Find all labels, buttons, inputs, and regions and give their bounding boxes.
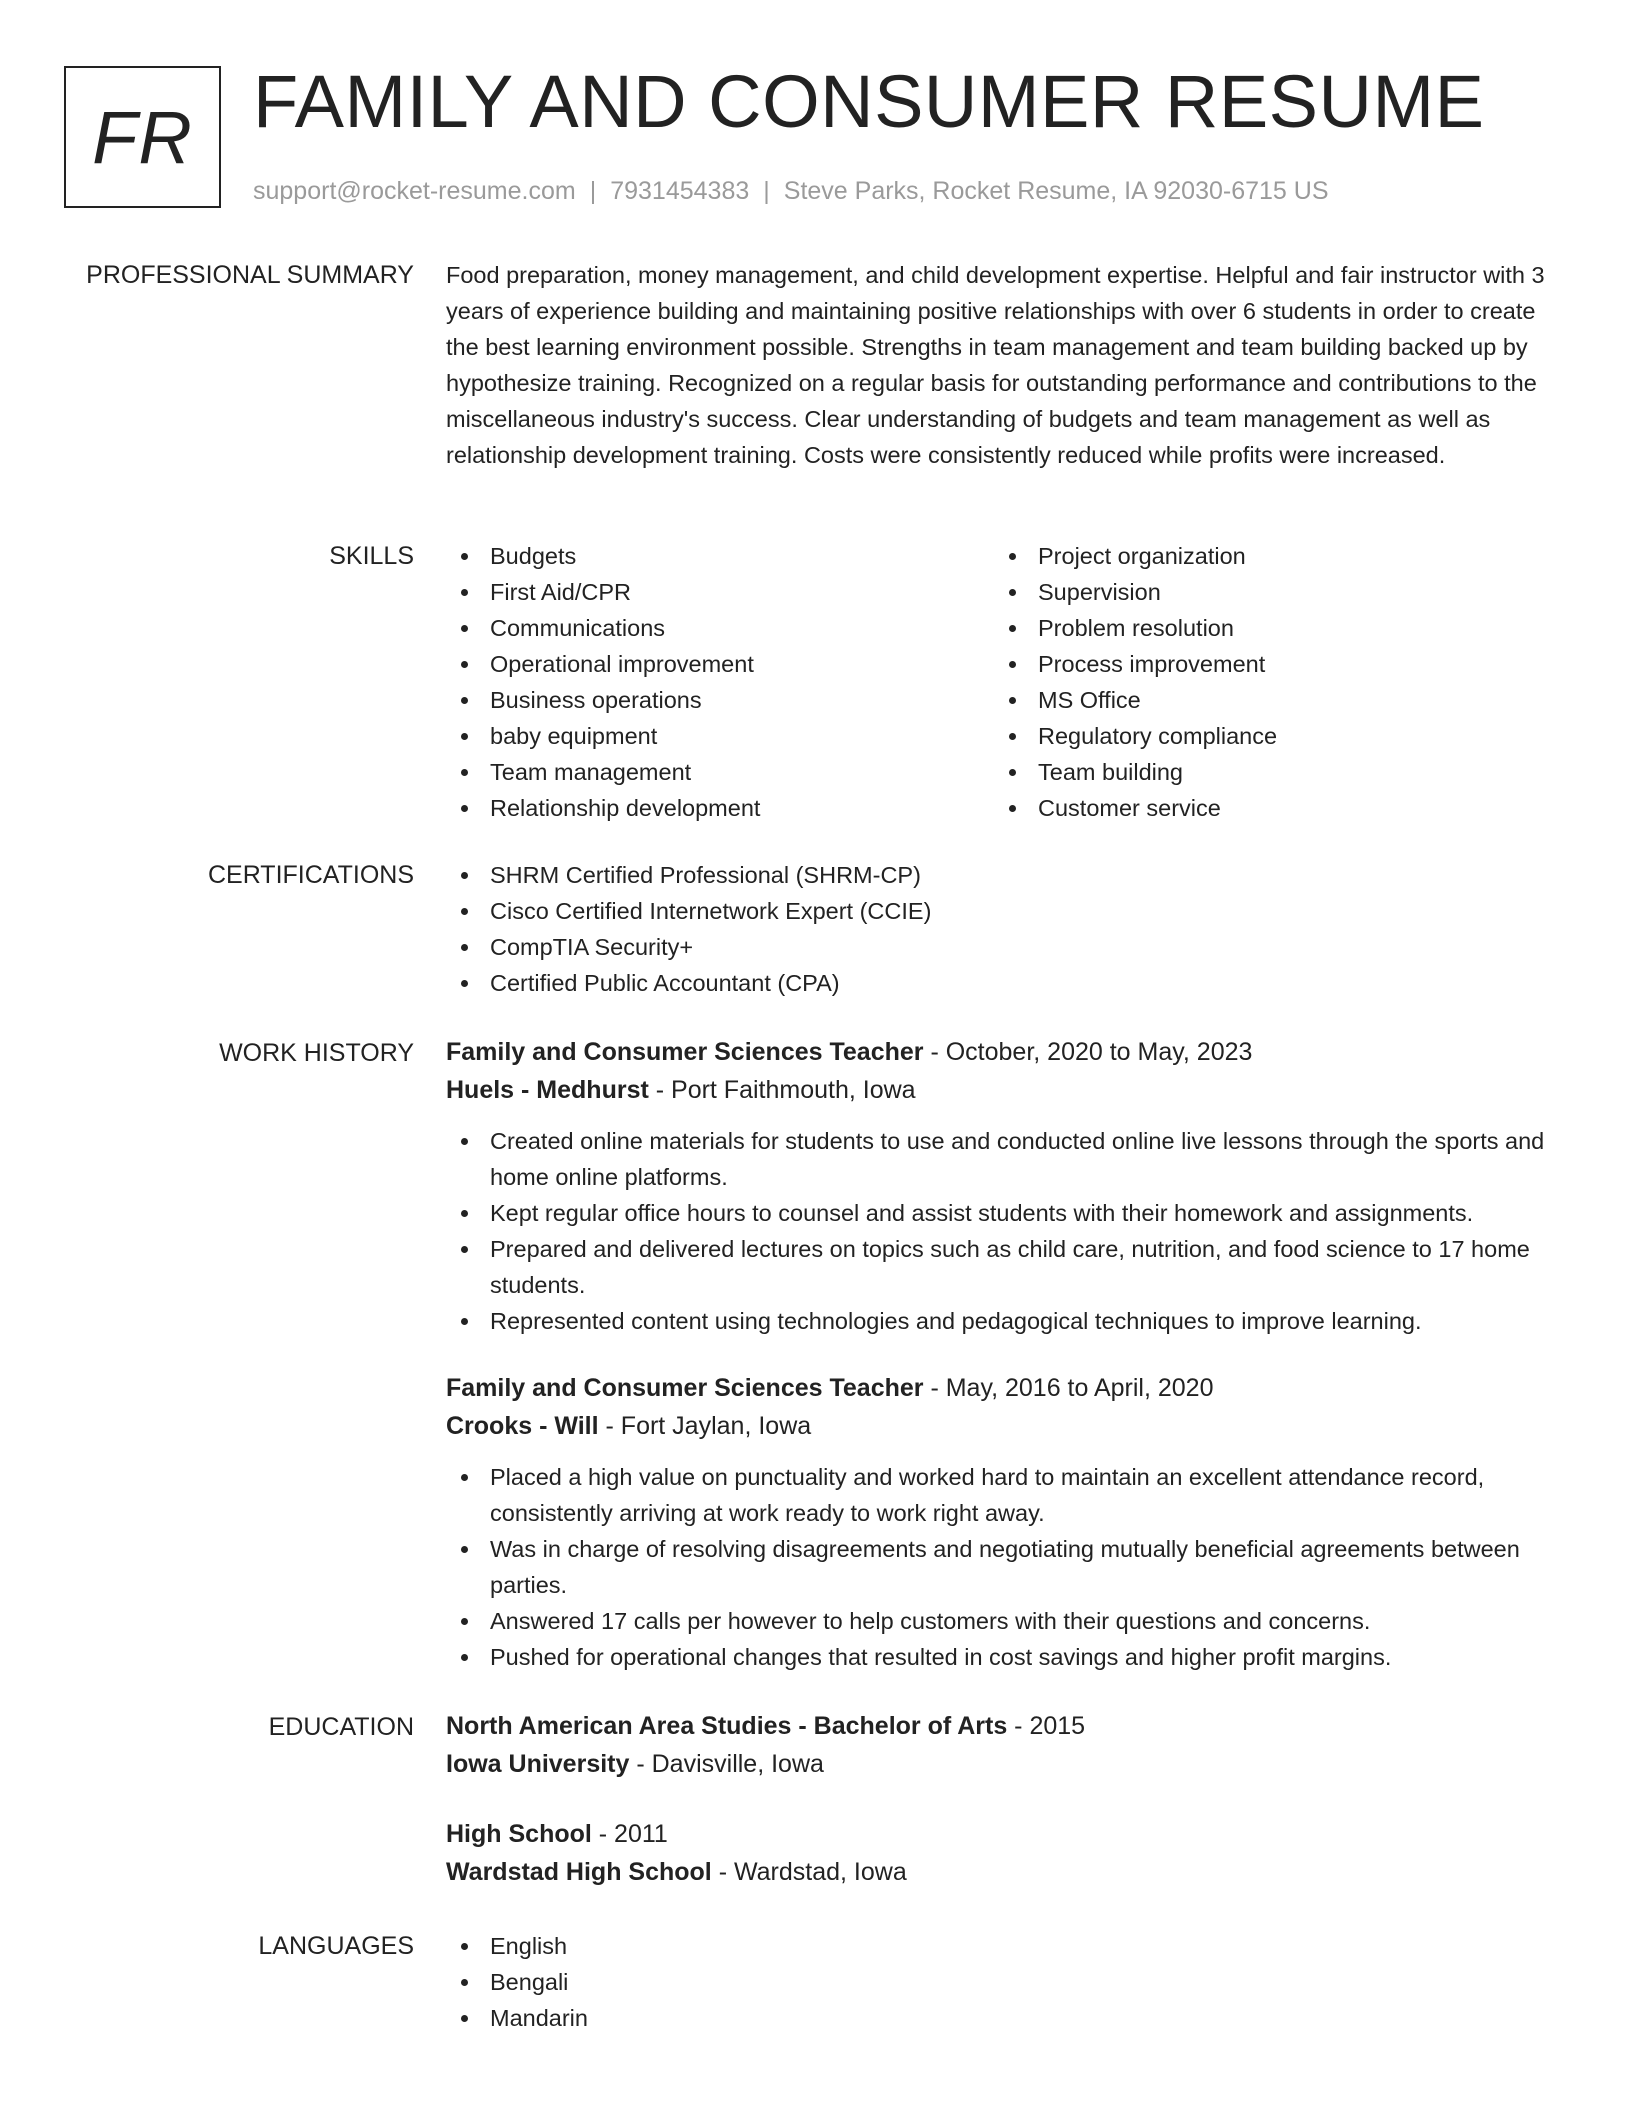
job-dates: - October, 2020 to May, 2023 <box>923 1038 1253 1066</box>
job-title: Family and Consumer Sciences Teacher <box>446 1374 924 1402</box>
skills-section <box>446 538 1568 826</box>
job-location: - Fort Jaylan, Iowa <box>598 1412 812 1440</box>
education-school-line <box>446 1853 1568 1891</box>
contact-phone[interactable]: 7931454383 <box>610 177 750 205</box>
skill-item: Regulatory compliance <box>994 718 1542 754</box>
job-location: - Port Faithmouth, Iowa <box>648 1076 916 1104</box>
skill-item: Project organization <box>994 538 1542 574</box>
monogram-logo: FR <box>64 66 221 208</box>
summary-text: Food preparation, money management, and child development expertise. Helpful and fair instructor with 3 years of experience building and maintaining positive relationships with over 6 students in order to create the best learning environment possible. Strengths in team management and team building backed up by hypothesize training. Recognized on a regular basis for outstanding performance and contributions to the miscellaneous industry's success. Clear understanding of budgets and team management as well as relationship development training. Costs were consistently reduced while profits were increased. <box>446 262 1545 468</box>
education-school-line <box>446 1745 1568 1783</box>
job-duty: Represented content using technologies and pedagogical techniques to improve learning. <box>446 1303 1568 1339</box>
skill-item: Business operations <box>446 682 994 718</box>
job-duties-list <box>446 1459 1568 1675</box>
job-employer <box>446 1071 1568 1109</box>
certifications-list <box>446 857 1568 1001</box>
skill-item: Relationship development <box>446 790 994 826</box>
certification-item: SHRM Certified Professional (SHRM-CP) <box>446 857 1568 893</box>
job-duties-list <box>446 1123 1568 1339</box>
skill-item: Supervision <box>994 574 1542 610</box>
education-school: Wardstad High School <box>446 1858 712 1886</box>
education-location: - Wardstad, Iowa <box>711 1858 907 1886</box>
education-school: Iowa University <box>446 1750 630 1778</box>
certification-item: CompTIA Security+ <box>446 929 1568 965</box>
contact-separator: | <box>763 177 770 205</box>
job-header <box>446 1033 1568 1071</box>
skills-heading: SKILLS <box>329 542 414 570</box>
contact-line <box>253 175 1329 207</box>
education-header <box>446 1707 1568 1745</box>
skill-item: Team management <box>446 754 994 790</box>
education-heading: EDUCATION <box>268 1713 414 1741</box>
summary-heading: PROFESSIONAL SUMMARY <box>86 261 414 289</box>
education-location: - Davisville, Iowa <box>629 1750 824 1778</box>
skills-list-right <box>994 538 1542 826</box>
contact-email[interactable]: support@rocket-resume.com <box>253 177 576 205</box>
job-duty: Placed a high value on punctuality and worked hard to maintain an excellent attendance record, consistently arriving at work ready to work right away. <box>446 1459 1568 1531</box>
skill-item: baby equipment <box>446 718 994 754</box>
job-duty: Kept regular office hours to counsel and assist students with their homework and assignments. <box>446 1195 1568 1231</box>
job-entry <box>446 1033 1568 1339</box>
job-duty: Created online materials for students to use and conducted online live lessons through the sports and home online platforms. <box>446 1123 1568 1195</box>
education-degree: High School <box>446 1820 592 1848</box>
job-company: Huels - Medhurst <box>446 1076 649 1104</box>
contact-address: Steve Parks, Rocket Resume, IA 92030-6715 US <box>783 177 1329 205</box>
language-item: Mandarin <box>446 2000 1568 2036</box>
certifications-section <box>446 857 1568 1001</box>
skill-item: Process improvement <box>994 646 1542 682</box>
education-entry <box>446 1815 1568 1891</box>
education-entry <box>446 1707 1568 1783</box>
work-history-section <box>446 1033 1568 1705</box>
skills-grid <box>446 538 1568 826</box>
summary-section <box>446 257 1568 473</box>
skill-item: Customer service <box>994 790 1542 826</box>
job-entry <box>446 1369 1568 1675</box>
skill-item: Problem resolution <box>994 610 1542 646</box>
contact-separator: | <box>589 177 597 205</box>
skill-item: Budgets <box>446 538 994 574</box>
job-employer <box>446 1407 1568 1445</box>
work-history-heading: WORK HISTORY <box>219 1039 414 1067</box>
certification-item: Certified Public Accountant (CPA) <box>446 965 1568 1001</box>
resume-title: FAMILY AND CONSUMER RESUME <box>253 60 1485 143</box>
education-year: - 2015 <box>1007 1712 1086 1740</box>
job-dates: - May, 2016 to April, 2020 <box>923 1374 1214 1402</box>
education-year: - 2011 <box>591 1820 668 1848</box>
job-duty: Answered 17 calls per however to help customers with their questions and concerns. <box>446 1603 1568 1639</box>
skill-item: Communications <box>446 610 994 646</box>
language-item: Bengali <box>446 1964 1568 2000</box>
job-duty: Prepared and delivered lectures on topics such as child care, nutrition, and food science to 17 home students. <box>446 1231 1568 1303</box>
job-header <box>446 1369 1568 1407</box>
job-duty: Was in charge of resolving disagreements and negotiating mutually beneficial agreements between parties. <box>446 1531 1568 1603</box>
education-header <box>446 1815 1568 1853</box>
education-section <box>446 1707 1568 1923</box>
job-company: Crooks - Will <box>446 1412 599 1440</box>
languages-list <box>446 1928 1568 2036</box>
certification-item: Cisco Certified Internetwork Expert (CCIE) <box>446 893 1568 929</box>
language-item: English <box>446 1928 1568 1964</box>
skill-item: Operational improvement <box>446 646 994 682</box>
skill-item: Team building <box>994 754 1542 790</box>
languages-heading: LANGUAGES <box>258 1932 414 1960</box>
languages-section <box>446 1928 1568 2036</box>
job-duty: Pushed for operational changes that resulted in cost savings and higher profit margins. <box>446 1639 1568 1675</box>
skills-list-left <box>446 538 994 826</box>
skill-item: MS Office <box>994 682 1542 718</box>
job-title: Family and Consumer Sciences Teacher <box>446 1038 924 1066</box>
education-degree: North American Area Studies - Bachelor of Arts <box>446 1712 1008 1740</box>
skill-item: First Aid/CPR <box>446 574 994 610</box>
certifications-heading: CERTIFICATIONS <box>207 861 414 889</box>
